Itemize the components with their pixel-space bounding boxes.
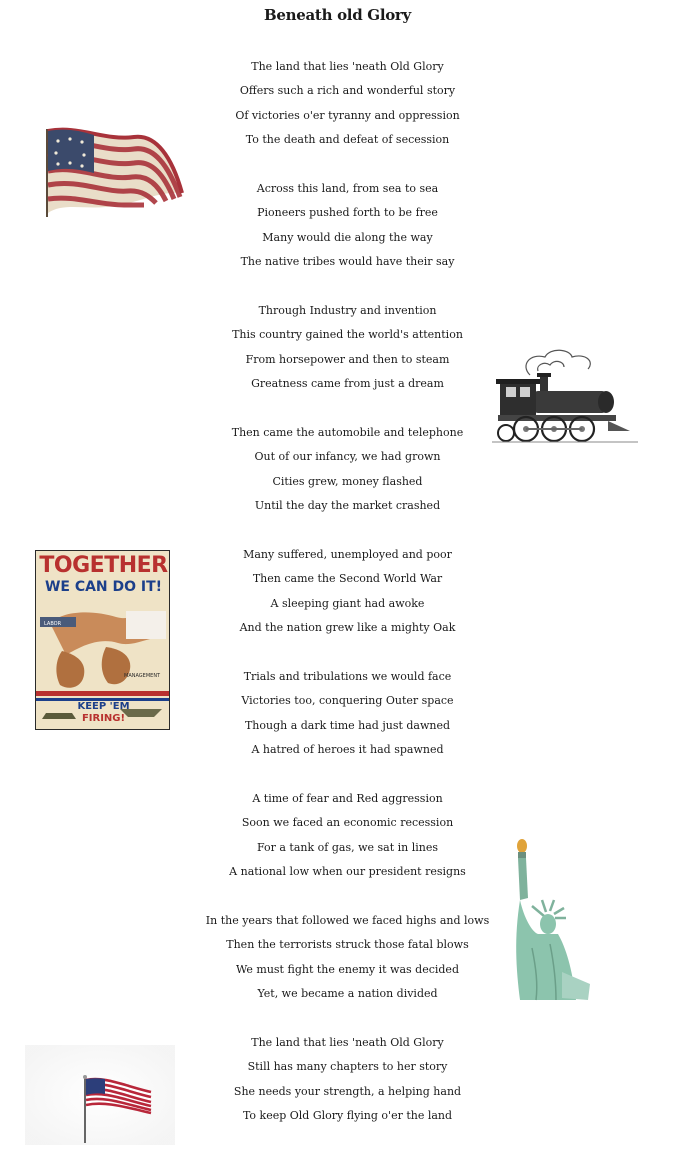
- poem-line: The native tribes would have their say: [240, 255, 455, 269]
- poster-line-2: WE CAN DO IT!: [44, 579, 163, 595]
- stanza-1: [200, 55, 495, 152]
- poem-line: A sleeping giant had awoke: [270, 596, 425, 610]
- poem-line: Many suffered, unemployed and poor: [243, 548, 452, 561]
- poster-line-1: TOGETHER: [39, 553, 168, 578]
- poem-line: Through Industry and invention: [258, 304, 437, 317]
- poem-line: And the nation grew like a mighty Oak: [239, 621, 456, 635]
- poem-line: We must fight the enemy it was decided: [235, 962, 459, 976]
- vintage-flag-icon: [44, 125, 184, 220]
- poem-line: Though a dark time had just dawned: [244, 718, 451, 732]
- poster-line-4: FIRING!: [81, 713, 126, 724]
- poem-line: Of victories o'er tyranny and oppression: [235, 108, 460, 122]
- poem-title: Beneath old Glory: [264, 6, 411, 24]
- poem-line: The land that lies 'neath Old Glory: [251, 1036, 444, 1049]
- stanza-7: [200, 787, 495, 884]
- poster-tag-left: LABOR: [44, 621, 62, 627]
- poem-line: Pioneers pushed forth to be free: [257, 206, 438, 220]
- poem-line: To keep Old Glory flying o'er the land: [242, 1109, 453, 1123]
- poem-line: Still has many chapters to her story: [247, 1060, 448, 1074]
- poem-line: Cities grew, money flashed: [272, 474, 423, 488]
- poem-line: Trials and tribulations we would face: [243, 670, 452, 683]
- poem-line: Many would die along the way: [262, 230, 433, 244]
- stanza-5: [200, 543, 495, 640]
- poem-line: Victories too, conquering Outer space: [241, 694, 454, 708]
- stanza-6: [200, 665, 495, 762]
- poem-line: The land that lies 'neath Old Glory: [251, 60, 444, 73]
- poem-line: A national low when our president resigns: [229, 865, 466, 879]
- poem-line: From horsepower and then to steam: [245, 352, 450, 366]
- war-poster-image: [35, 550, 170, 730]
- stanza-3: [200, 299, 495, 396]
- stanza-4: [200, 421, 495, 518]
- poem-line: Then the terrorists struck those fatal blows: [226, 938, 469, 952]
- poem-line: For a tank of gas, we sat in lines: [256, 840, 439, 854]
- poem-line: This country gained the world's attention: [232, 328, 463, 342]
- poem-line: Across this land, from sea to sea: [256, 182, 439, 195]
- poem-line: A hatred of heroes it had spawned: [251, 743, 444, 757]
- poem-line: Then came the automobile and telephone: [231, 426, 464, 439]
- steam-locomotive-icon: [490, 345, 640, 450]
- stanza-2: [200, 177, 495, 274]
- poster-line-3: KEEP 'EM: [77, 701, 130, 712]
- poster-tag-right: MANAGEMENT: [124, 673, 161, 679]
- poem-line: Then came the Second World War: [252, 572, 443, 586]
- poem-line: Soon we faced an economic recession: [241, 816, 454, 830]
- poem-line: To the death and defeat of secession: [245, 133, 450, 147]
- stanza-9: [200, 1031, 495, 1128]
- stanza-8: [200, 909, 495, 1006]
- poem-line: She needs your strength, a helping hand: [233, 1084, 462, 1098]
- poem-line: A time of fear and Red aggression: [252, 792, 443, 805]
- poem-line: Out of our infancy, we had grown: [254, 450, 441, 464]
- poem-line: Until the day the market crashed: [254, 499, 441, 513]
- poem-line: In the years that followed we faced highs and lows: [205, 914, 490, 927]
- poem-line: Yet, we became a nation divided: [257, 987, 438, 1001]
- poem-line: Greatness came from just a dream: [251, 377, 444, 391]
- poem-line: Offers such a rich and wonderful story: [239, 84, 456, 98]
- statue-of-liberty-icon: [502, 838, 597, 1003]
- waving-flag-icon: [25, 1045, 175, 1145]
